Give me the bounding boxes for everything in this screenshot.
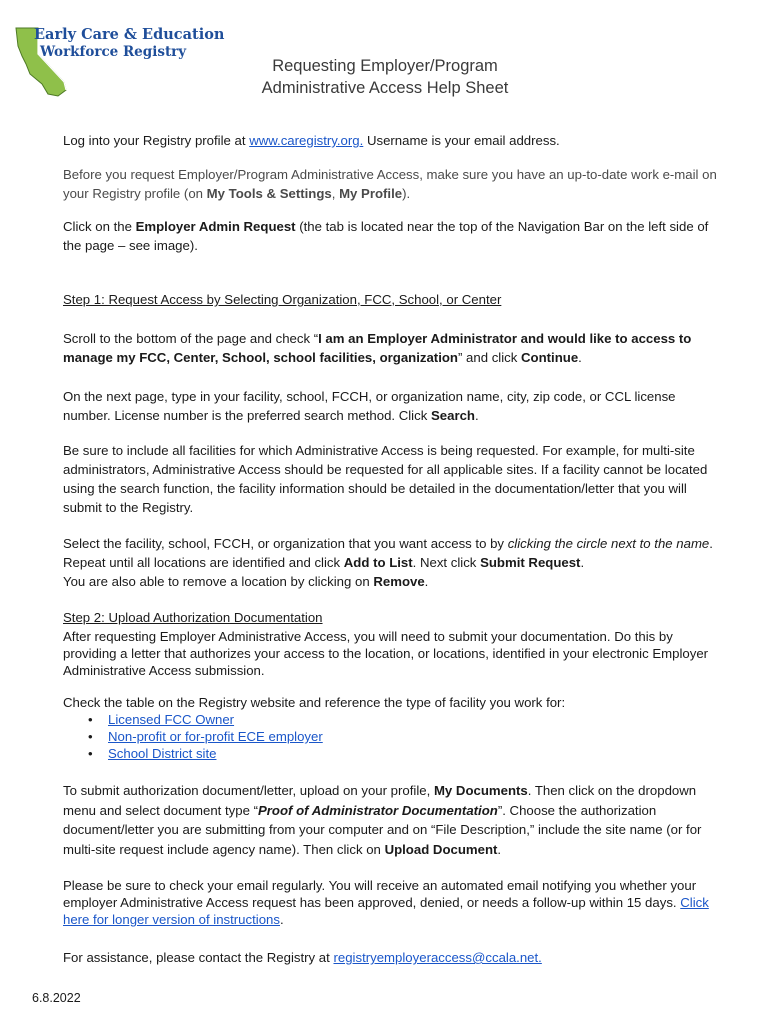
upload-document-text: Upload Document	[384, 841, 498, 857]
step2-heading: Step 2: Upload Authorization Documentation	[63, 610, 323, 625]
employer-admin-checkbox-text: I am an Employer Administrator and would like to access to manage my FCC, Center, School, school facilities, organization	[63, 331, 692, 365]
scroll-paragraph	[63, 329, 713, 367]
registry-email-link[interactable]: registryemployeraccess@ccala.net.	[333, 950, 542, 965]
submit-request-text: Submit Request	[480, 555, 581, 570]
step1-heading: Step 1: Request Access by Selecting Organization, FCC, School, or Center	[63, 292, 502, 307]
check-paragraph: Check the table on the Registry website and reference the type of facility you work for:	[63, 695, 566, 710]
longer-instructions-link[interactable]: Click here for longer version of instructions	[63, 895, 709, 927]
list-item	[63, 711, 463, 728]
proof-of-admin-text: Proof of Administrator Documentation	[258, 802, 498, 818]
before-end: ).	[402, 186, 411, 201]
login-text: Log into your Registry profile at	[63, 133, 246, 148]
continue-text: Continue	[521, 350, 579, 365]
my-tools-settings-text: My Tools & Settings	[206, 186, 332, 201]
select-pre: Select the facility, school, FCCH, or organization that you want access to by	[63, 536, 505, 551]
page-title	[200, 55, 570, 99]
list-item	[63, 728, 463, 745]
employer-admin-request-text: Employer Admin Request	[135, 219, 296, 234]
list-item	[63, 745, 463, 762]
facility-type-list	[63, 711, 463, 762]
assistance-paragraph	[63, 948, 723, 967]
search-text: Search	[430, 408, 475, 423]
submit-mid2: ”. Choose the authorization document/letter you are submitting from your computer and on “File Description,” include the site name (or for multi-site request include agency name). Then click on	[63, 802, 702, 857]
email-end: .	[279, 912, 284, 927]
click-paragraph	[63, 217, 713, 255]
submit-end: .	[497, 841, 502, 857]
be-sure-paragraph: Be sure to include all facilities for which Administrative Access is being requested. For example, for multi-site administrators, Administrative Access should be requested for all applicable sites. If a facility cannot be located using the search function, the facility information should be detailed in the documentation/letter that you will submit to the Registry.	[63, 443, 708, 515]
logo-line2: Workforce Registry	[40, 44, 187, 60]
assist-pre: For assistance, please contact the Registry at	[63, 950, 330, 965]
click-post: (the tab is located near the top of the Navigation Bar on the left side of the page – see image).	[63, 219, 709, 253]
remove-pre: You are also able to remove a location by clicking on	[63, 574, 370, 589]
search-pre: On the next page, type in your facility, school, FCCH, or organization name, city, zip code, or CCL license number. License number is the preferred search method. Click	[63, 389, 676, 423]
select-mid: . Repeat until all locations are identified and click	[63, 536, 713, 570]
before-comma: ,	[331, 186, 336, 201]
registry-logo	[12, 24, 225, 104]
licensed-fcc-owner-link[interactable]: Licensed FCC Owner	[108, 712, 235, 727]
select-end: .	[580, 555, 585, 570]
select-italic: clicking the circle next to the name	[507, 536, 710, 551]
after-paragraph: After requesting Employer Administrative Access, you will need to submit your documentation. Do this by providing a letter that authorizes your access to the location, or locations, identified in your electronic Employer Administrative Access submission.	[63, 629, 709, 678]
school-district-site-link[interactable]: School District site	[108, 746, 217, 761]
nonprofit-ece-employer-link[interactable]: Non-profit or for-profit ECE employer	[108, 729, 323, 744]
logo-line1: Early Care & Education	[34, 26, 225, 43]
registry-link[interactable]: www.caregistry.org.	[249, 133, 364, 148]
bullet-icon: •	[88, 746, 93, 761]
search-paragraph	[63, 387, 718, 425]
login-instruction	[63, 131, 723, 150]
bullet-icon: •	[88, 712, 93, 727]
document-date: 6.8.2022	[32, 991, 81, 1005]
select-paragraph	[63, 534, 723, 591]
select-mid2: . Next click	[412, 555, 477, 570]
email-paragraph	[63, 877, 723, 928]
scroll-mid: ” and click	[457, 350, 518, 365]
title-line1: Requesting Employer/Program	[272, 57, 498, 75]
before-text: Before you request Employer/Program Administrative Access, make sure you have an up-to-date work e-mail on your Registry profile (on	[63, 167, 717, 201]
bullet-icon: •	[88, 729, 93, 744]
remove-text: Remove	[373, 574, 425, 589]
click-pre: Click on the	[63, 219, 132, 234]
submit-mid1: . Then click on the dropdown menu and select document type “	[63, 783, 697, 818]
submit-pre: To submit authorization document/letter, upload on your profile,	[63, 783, 431, 798]
my-documents-text: My Documents	[433, 783, 528, 798]
my-profile-text: My Profile	[339, 186, 403, 201]
before-paragraph	[63, 165, 718, 203]
title-line2: Administrative Access Help Sheet	[261, 79, 509, 97]
scroll-end: .	[578, 350, 582, 365]
add-to-list-text: Add to List	[343, 555, 413, 570]
email-text: Please be sure to check your email regularly. You will receive an automated email notifying you whether your employer Administrative Access request has been approved, denied, or needs a follow-up within 15 days.	[63, 878, 697, 910]
submit-paragraph	[63, 781, 723, 859]
login-username-text: Username is your email address.	[366, 133, 560, 148]
search-end: .	[474, 408, 479, 423]
scroll-pre: Scroll to the bottom of the page and check “	[63, 331, 319, 346]
remove-end: .	[424, 574, 429, 589]
